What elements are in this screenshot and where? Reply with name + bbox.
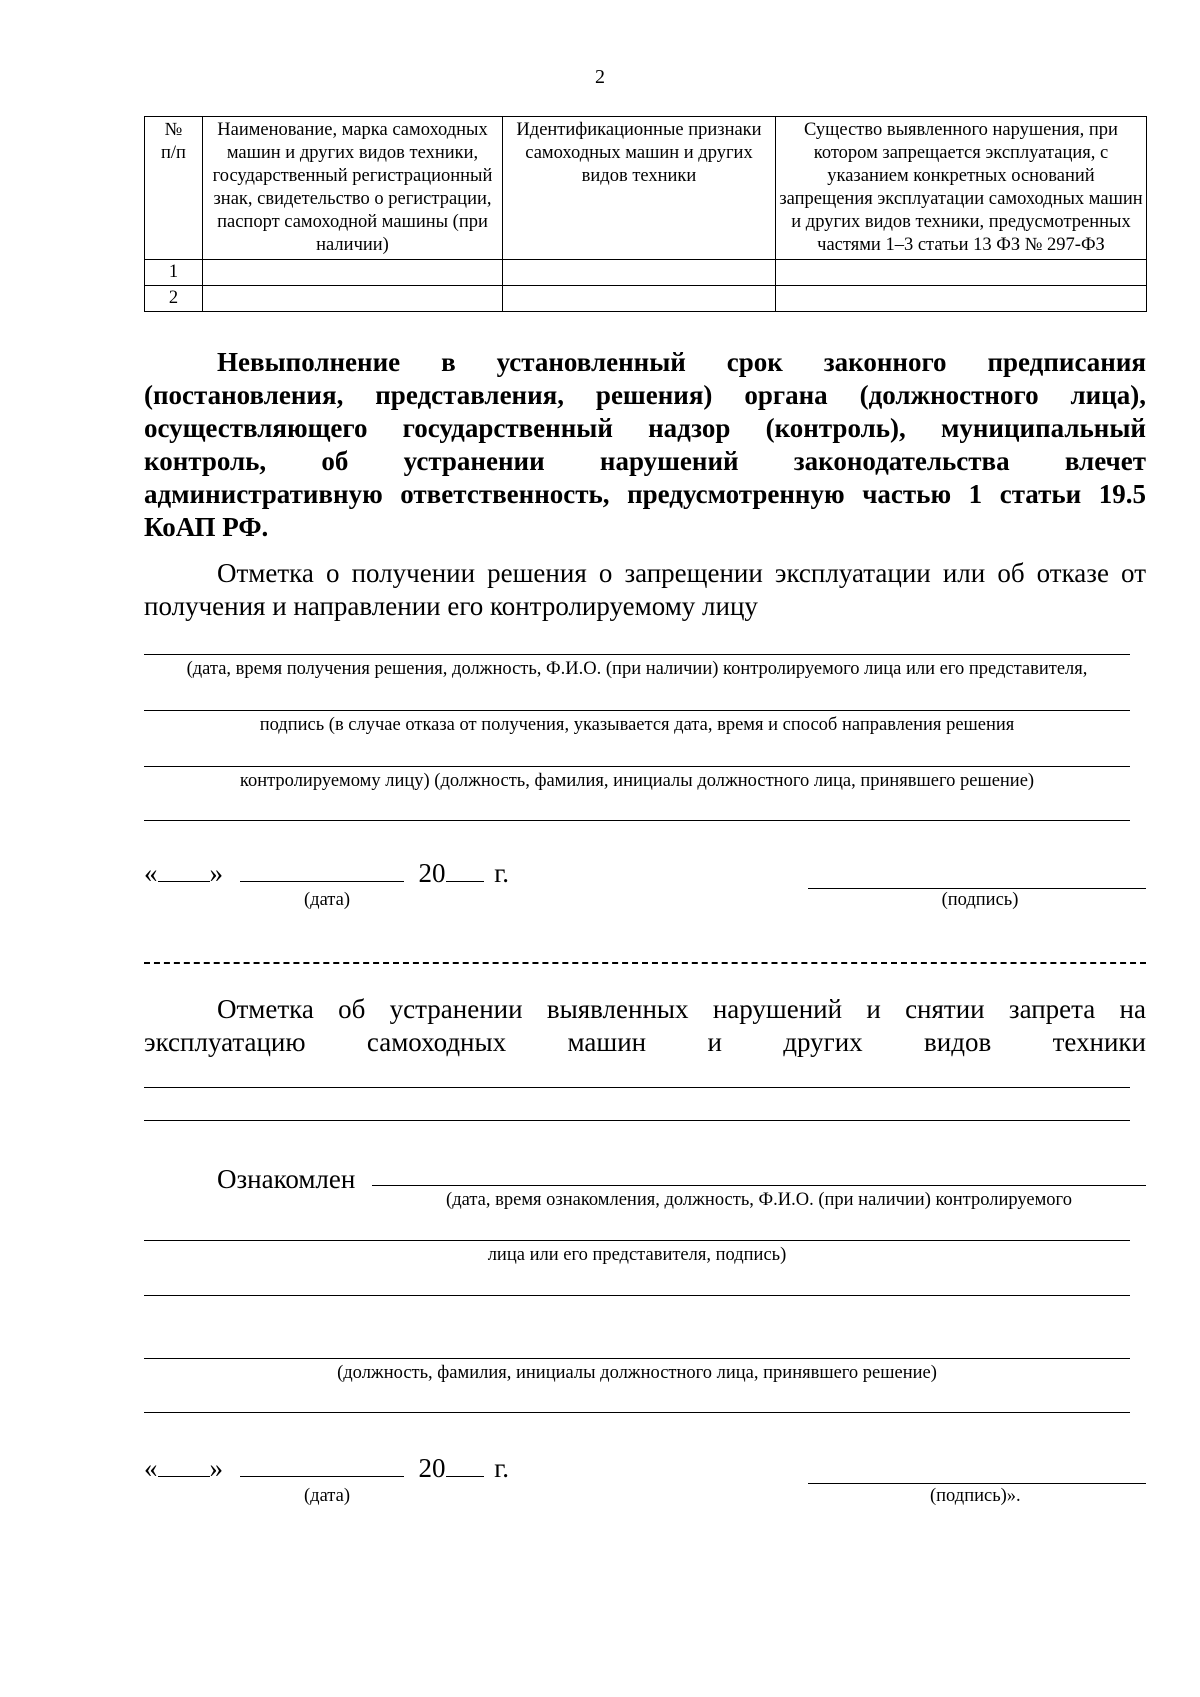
- table-cell[interactable]: [776, 260, 1147, 286]
- date-field-2: [144, 1450, 509, 1484]
- acquaintance-caption-2: лица или его представителя, подпись): [487, 1245, 787, 1265]
- month-blank[interactable]: [240, 1450, 404, 1477]
- year-prefix: 20: [418, 1453, 446, 1483]
- open-quote: «: [144, 1453, 158, 1483]
- official-line-2[interactable]: [144, 1412, 1130, 1413]
- date-caption-2: (дата): [304, 1486, 350, 1506]
- receipt-line-1[interactable]: [144, 654, 1130, 655]
- month-blank[interactable]: [240, 855, 404, 882]
- table-cell[interactable]: [503, 286, 776, 312]
- receipt-line-4[interactable]: [144, 820, 1130, 821]
- table-cell[interactable]: [203, 286, 503, 312]
- year-blank[interactable]: [446, 1450, 484, 1477]
- cut-line: [144, 962, 1146, 964]
- col-header-name: Наименование, марка самоходных машин и других видов техники, государственный регистрационный знак, свидетельство о регистрации, паспорт самоходной машины (при наличии): [203, 117, 503, 260]
- acquaintance-caption-1: (дата, время ознакомления, должность, Ф.И.О. (при наличии) контролируемого: [446, 1190, 1072, 1210]
- close-quote: »: [209, 858, 223, 888]
- signature-caption-2: (подпись)».: [930, 1486, 1021, 1506]
- table-header-row: [145, 117, 1147, 260]
- col-header-identification: Идентификационные признаки самоходных машин и других видов техники: [503, 117, 776, 260]
- warning-text: Невыполнение в установленный срок законного предписания (постановления, представления, решения) органа (должностного лица), осуществляющего государственный надзор (контроль), муниципальный контроль, об устранении нарушений законодательства влечет административную ответственность, предусмотренную частью 1 статьи 19.5 КоАП РФ.: [144, 347, 1146, 542]
- acquainted-label: Ознакомлен: [217, 1164, 356, 1194]
- receipt-line-2[interactable]: [144, 710, 1130, 711]
- table-cell[interactable]: [203, 260, 503, 286]
- receipt-caption-2: подпись (в случае отказа от получения, указывается дата, время и способ направления решения: [259, 715, 1015, 735]
- year-blank[interactable]: [446, 855, 484, 882]
- elimination-line-2[interactable]: [144, 1120, 1130, 1121]
- signature-line-1[interactable]: [808, 888, 1146, 889]
- official-caption: (должность, фамилия, инициалы должностного лица, принявшего решение): [337, 1363, 937, 1383]
- year-suffix: г.: [494, 1453, 510, 1483]
- col-header-number: № п/п: [145, 117, 203, 260]
- day-blank[interactable]: [158, 855, 210, 882]
- col-header-violation: Существо выявленного нарушения, при котором запрещается эксплуатация, с указанием конкретных оснований запрещения эксплуатации самоходных машин и других видов техники, предусмотренных частями 1–3 статьи 13 ФЗ № 297-ФЗ: [776, 117, 1147, 260]
- table-row: [145, 260, 1147, 286]
- acquaintance-line-1[interactable]: [372, 1185, 1146, 1186]
- receipt-caption-3: контролируемому лицу) (должность, фамилия, инициалы должностного лица, принявшего решение): [239, 771, 1035, 791]
- signature-line-2[interactable]: [808, 1483, 1146, 1484]
- close-quote: »: [209, 1453, 223, 1483]
- receipt-caption-1: (дата, время получения решения, должность, Ф.И.О. (при наличии) контролируемого лица или его представителя,: [186, 659, 1088, 679]
- signature-caption-1: (подпись): [941, 890, 1019, 910]
- receipt-mark-text: Отметка о получении решения о запрещении эксплуатации или об отказе от получения и направлении его контролируемому лицу: [144, 558, 1146, 621]
- elimination-mark-text: Отметка об устранении выявленных нарушений и снятии запрета на эксплуатацию самоходных машин и других видов техники: [144, 994, 1146, 1057]
- table-cell[interactable]: [776, 286, 1147, 312]
- open-quote: «: [144, 858, 158, 888]
- year-suffix: г.: [494, 858, 510, 888]
- table-cell-number: 2: [145, 286, 203, 312]
- table-row: [145, 286, 1147, 312]
- date-field-1: [144, 855, 509, 889]
- acquaintance-line-2[interactable]: [144, 1240, 1130, 1241]
- table-cell-number: 1: [145, 260, 203, 286]
- official-line-1[interactable]: [144, 1358, 1130, 1359]
- vehicle-table: [144, 116, 1147, 312]
- elimination-line-1[interactable]: [144, 1087, 1130, 1088]
- day-blank[interactable]: [158, 1450, 210, 1477]
- year-prefix: 20: [418, 858, 446, 888]
- table-cell[interactable]: [503, 260, 776, 286]
- acquaintance-line-3[interactable]: [144, 1295, 1130, 1296]
- date-caption-1: (дата): [304, 890, 350, 910]
- receipt-line-3[interactable]: [144, 766, 1130, 767]
- page-number: 2: [595, 66, 605, 88]
